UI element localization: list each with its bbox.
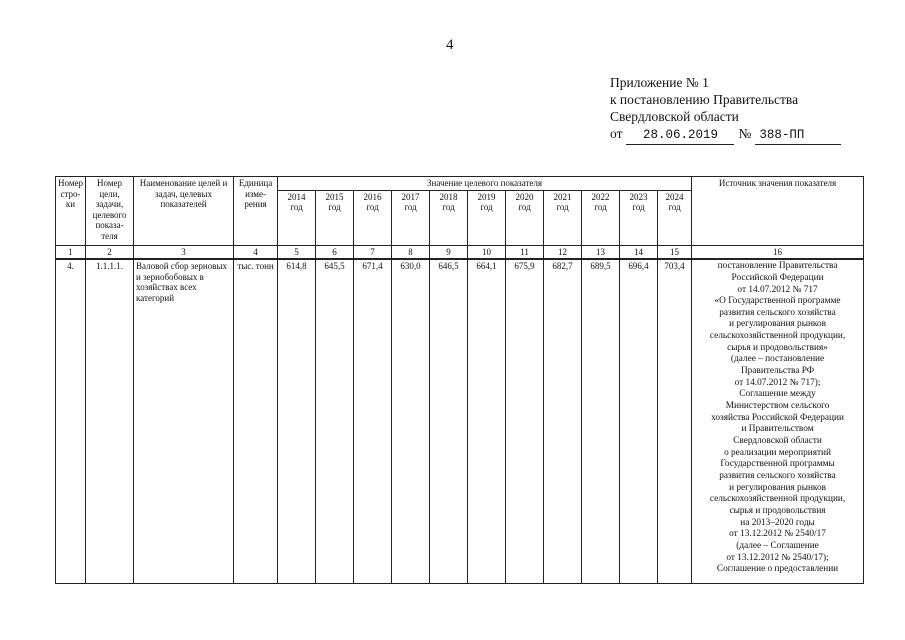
value-cell: 664,1 [468,259,506,584]
source-line: развития сельского хозяйства [719,471,836,481]
source-line: сырья и продовольствия [729,505,826,516]
column-number: 14 [620,245,658,259]
source-line: от 13.12.2012 № 2540/17 [729,529,826,540]
header-values-group: Значение целевого показателя [278,177,692,191]
year-header: 2024 год [658,190,692,245]
column-number-row [56,245,864,259]
value-cell: 645,5 [316,259,354,584]
header-source: Источник значения показателя [692,177,864,246]
year-header: 2018 год [430,190,468,245]
column-number: 16 [692,245,864,259]
decree-number: 388-ПП [755,127,841,145]
date-prefix: от [610,126,623,141]
column-number: 13 [582,245,620,259]
column-number: 5 [278,245,316,259]
value-cell: 646,5 [430,259,468,584]
indicators-table [55,176,864,584]
source-line: от 13.12.2012 № 2540/17); [726,552,829,563]
source-line: о реализации мероприятий [724,447,831,458]
value-cell: 689,5 [582,259,620,584]
page-number: 4 [446,37,454,53]
source-line: «О Государственной программе [714,296,841,307]
header-row-no: Номер стро-ки [56,177,86,246]
source-line: от 14.07.2012 № 717); [734,377,821,388]
year-header: 2016 год [354,190,392,245]
source-line: Соглашение о предоставлении [716,564,839,575]
source-line: от 14.07.2012 № 717 [737,284,818,295]
column-number: 3 [134,245,234,259]
source-line: Соглашение между [739,389,816,400]
column-number: 8 [392,245,430,259]
source-line: Правительства РФ [740,366,815,377]
column-number: 7 [354,245,392,259]
table-row [56,259,864,584]
value-cell: 696,4 [620,259,658,584]
column-number: 15 [658,245,692,259]
number-prefix: № [738,126,752,141]
appendix-title: Приложение № 1 [610,75,709,90]
source-line: хозяйства Российской Федерации [711,412,844,423]
year-header: 2021 год [544,190,582,245]
source-line: (далее – Соглашение [736,540,819,551]
year-header: 2019 год [468,190,506,245]
unit: тыс. тонн [234,259,278,584]
year-header: 2014 год [278,190,316,245]
source-line: Министерством сельского [725,401,830,412]
year-header: 2015 год [316,190,354,245]
column-number: 12 [544,245,582,259]
header-row-1 [56,177,864,191]
column-number: 4 [234,245,278,259]
column-number: 10 [468,245,506,259]
source-line: и регулирования рынков [729,482,826,493]
appendix-line-3: Свердловской области [610,109,739,124]
source-lines [694,261,861,576]
indicator-name: Валовой сбор зерновых и зернобобовых в хозяйствах всех категорий [134,259,234,584]
column-number: 9 [430,245,468,259]
year-header: 2020 год [506,190,544,245]
source-cell [692,259,864,584]
appendix-date-row [610,125,841,145]
appendix-line-2: к постановлению Правительства [610,92,799,107]
column-number: 2 [86,245,134,259]
column-number: 1 [56,245,86,259]
source-line: сельскохозяйственной продукции, [709,331,846,342]
source-line: сырья и продовольствия» [727,342,828,353]
source-line: постановление Правительства [717,261,838,272]
appendix-block [610,74,841,145]
source-line: на 2013–2020 годы [740,517,815,528]
year-header: 2023 год [620,190,658,245]
source-line: и регулирования рынков [729,319,826,330]
header-unit: Единица изме-рения [234,177,278,246]
source-line: Свердловской области [733,436,822,447]
source-line: (далее – постановление [730,354,825,365]
decree-date: 28.06.2019 [626,127,734,145]
year-header: 2022 год [582,190,620,245]
value-cell: 671,4 [354,259,392,584]
value-cell: 614,8 [278,259,316,584]
source-line: Государственной программы [720,459,835,470]
source-line: Российской Федерации [731,272,824,283]
source-line: и Правительством [741,424,814,435]
year-header: 2017 год [392,190,430,245]
goal-number: 1.1.1.1. [86,259,134,584]
value-cell: 675,9 [506,259,544,584]
header-name: Наименование целей и задач, целевых показателей [134,177,234,246]
value-cell: 682,7 [544,259,582,584]
value-cell: 703,4 [658,259,692,584]
source-line: сельскохозяйственной продукции, [709,494,846,505]
row-number: 4. [56,259,86,584]
source-line: развития сельского хозяйства [719,307,836,318]
column-number: 6 [316,245,354,259]
header-goal-no: Номер цели, задачи, целевого показа-теля [86,177,134,246]
value-cell: 630,0 [392,259,430,584]
column-number: 11 [506,245,544,259]
